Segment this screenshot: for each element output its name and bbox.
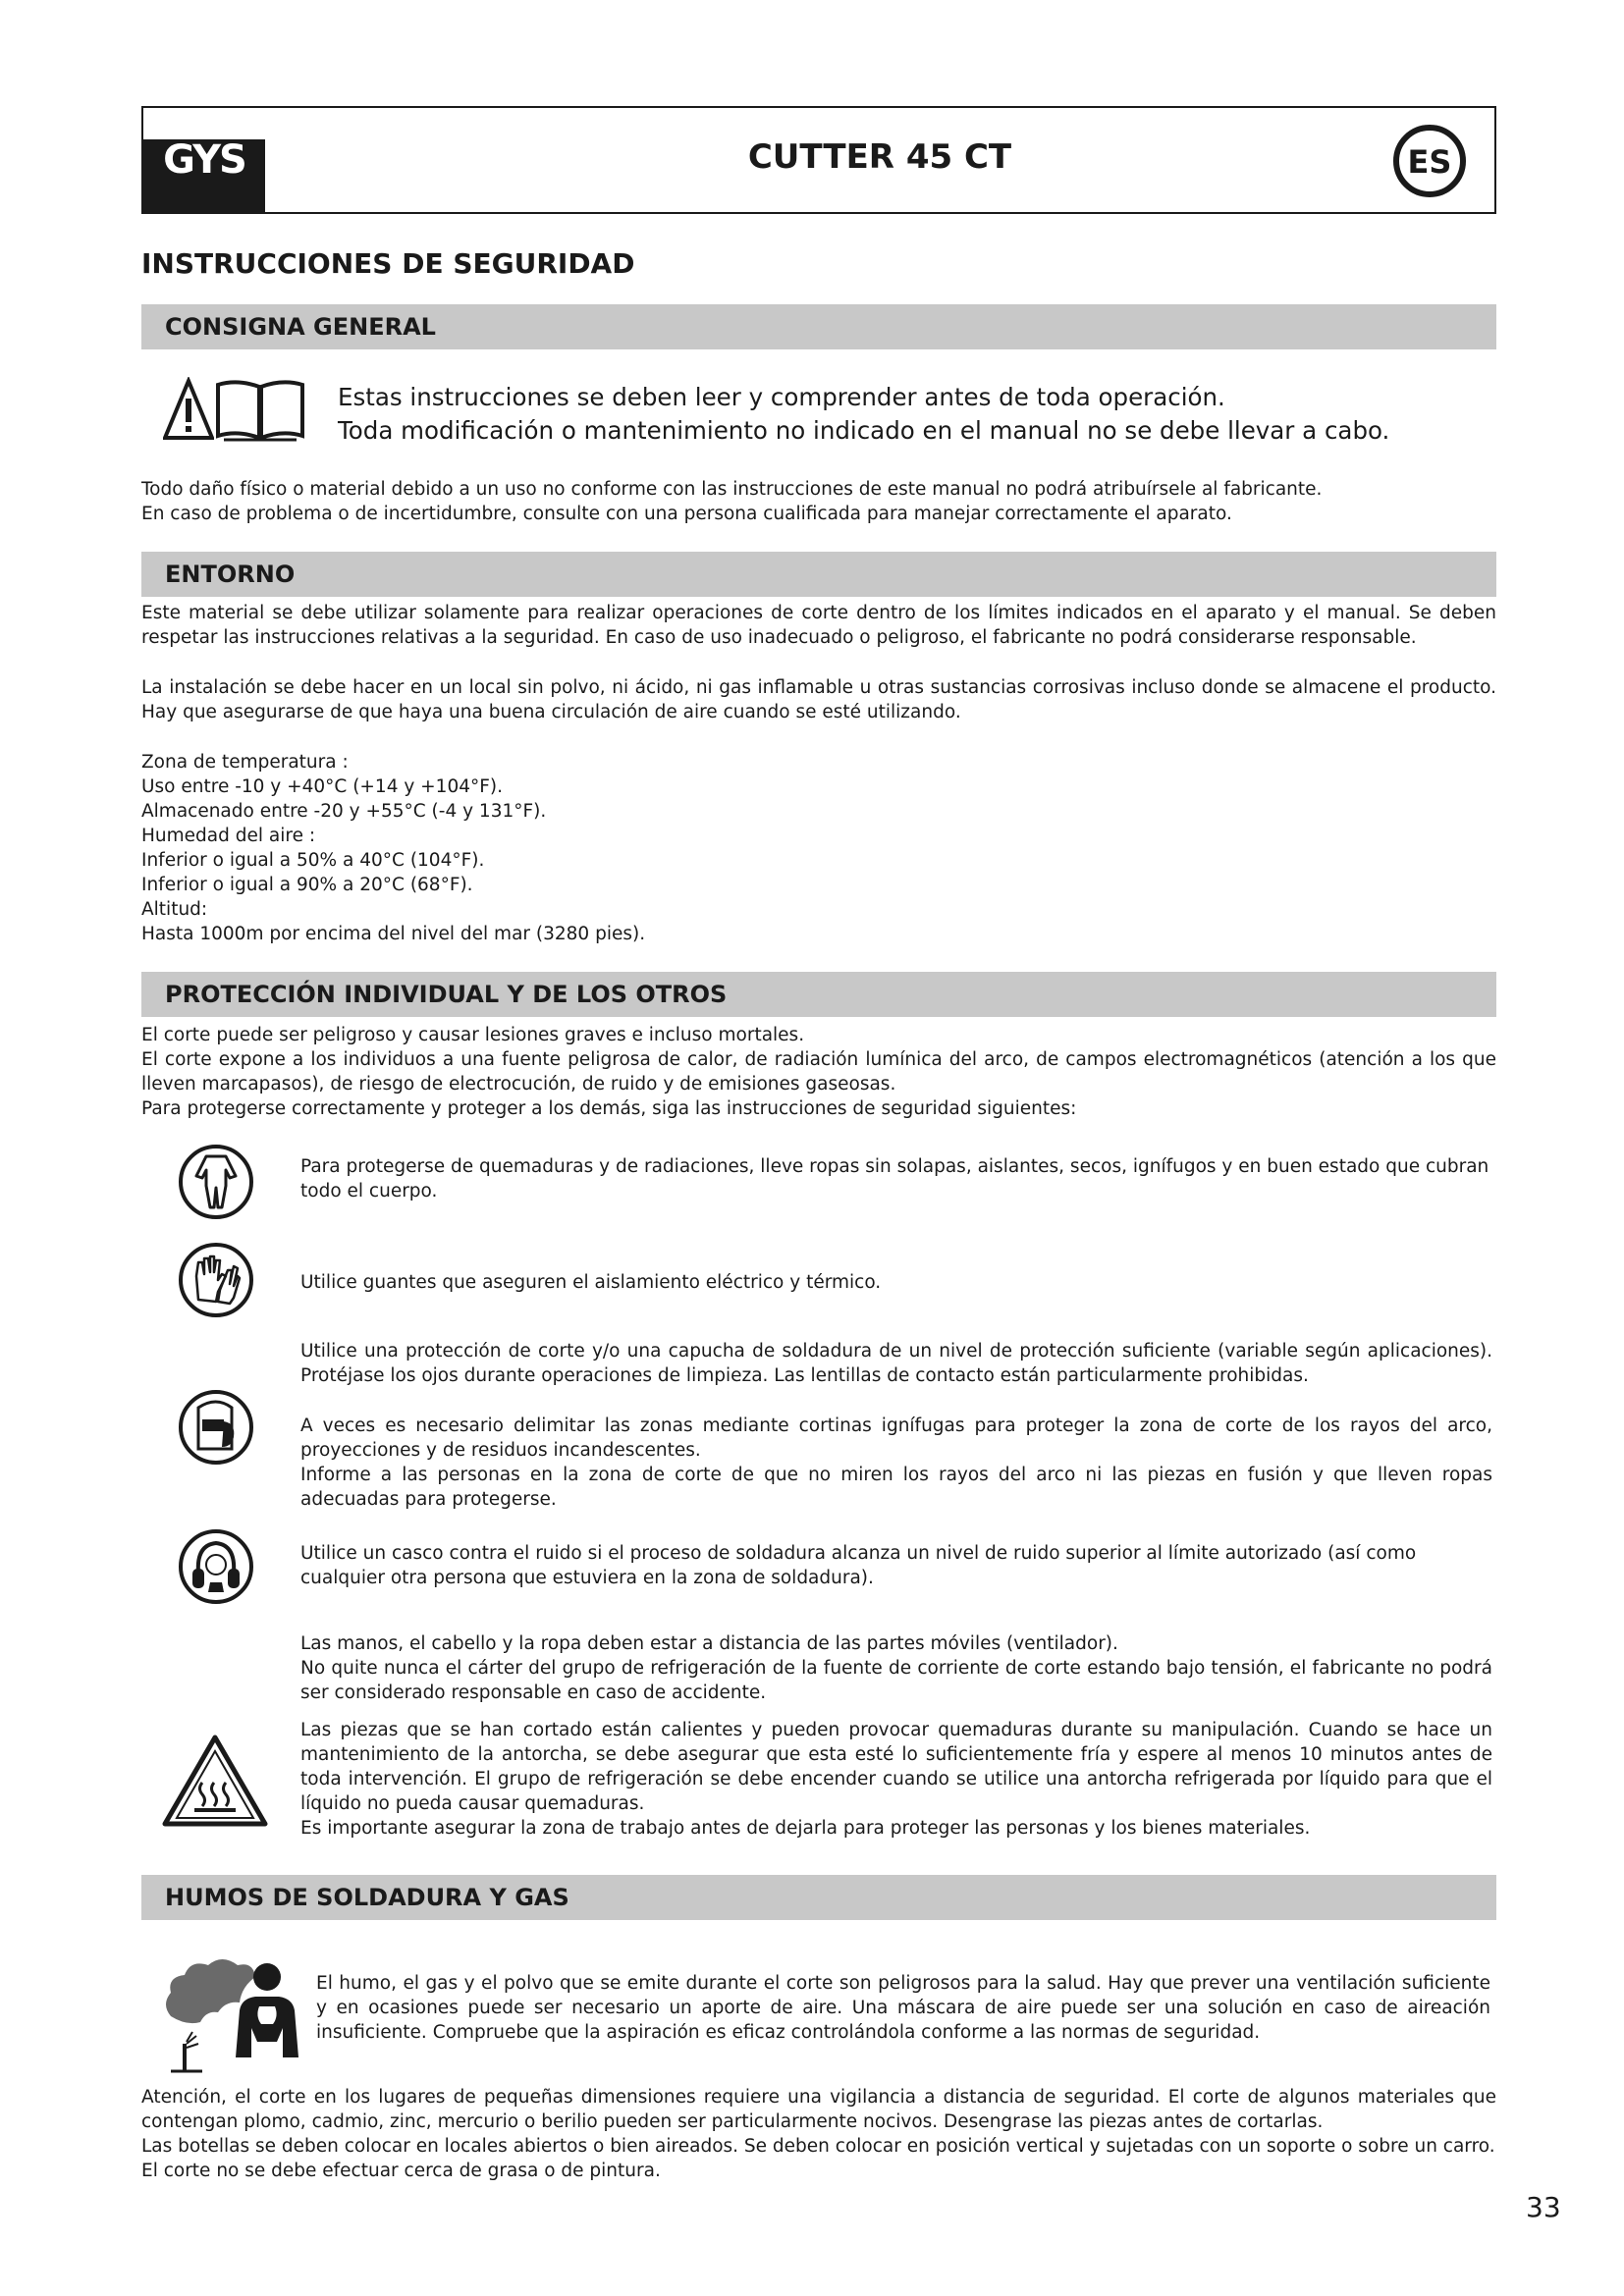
gloves-text: Utilice guantes que aseguren el aislamiento eléctrico y térmico. (300, 1272, 882, 1293)
section-entorno-bar (141, 552, 1496, 597)
entorno-para2: La instalación se debe hacer en un local sin polvo, ni ácido, ni gas inflamable u otras sustancias corrosivas incluso donde se almacene el producto. Hay que asegurarse de que haya una buena circulación de aire cuando se esté utilizando. (141, 677, 1496, 722)
section-proteccion-bar (141, 972, 1496, 1017)
gys-logo (143, 108, 265, 212)
spec-line: Inferior o igual a 50% a 40°C (104°F). (141, 850, 485, 871)
section-humos-heading: HUMOS DE SOLDADURA Y GAS (165, 1884, 569, 1911)
ear-text: Utilice un casco contra el ruido si el proceso de soldadura alcanza un nivel de ruido superior al límite autorizado (así como cualquier otra persona que estuviera en la zona de soldadura). (300, 1543, 1417, 1588)
gloves-icon (177, 1241, 255, 1323)
protective-clothing-icon (177, 1143, 255, 1225)
section-general-heading: CONSIGNA GENERAL (165, 313, 436, 341)
hot-surface-text (300, 1718, 1492, 1841)
spec-line: Uso entre -10 y +40°C (+14 y +104°F). (141, 776, 503, 797)
manual-book-icon (214, 377, 306, 448)
spec-line: Almacenado entre -20 y +55°C (-4 y 131°F). (141, 801, 547, 822)
language-badge-text: ES (1407, 143, 1452, 181)
proteccion-intro3: Para protegerse correctamente y proteger a los demás, siga las instrucciones de seguridad siguientes: (141, 1098, 1077, 1119)
proteccion-intro2: El corte expone a los individuos a una fuente peligrosa de calor, de radiación lumínica del arco, de campos electromagnéticos (atención a los que lleven marcapasos), de riesgo de electrocución, de ruido y de emisiones gaseosas. (141, 1049, 1496, 1095)
section-humos-bar (141, 1875, 1496, 1920)
proteccion-intro (141, 1023, 1496, 1121)
fumes-icon (157, 1948, 304, 2079)
general-para2: En caso de problema o de incertidumbre, consulte con una persona cualificada para manejar correctamente el aparato. (141, 504, 1232, 524)
hot-text2: Es importante asegurar la zona de trabajo antes de dejarla para proteger las personas y los bienes materiales. (300, 1818, 1311, 1839)
spec-line: Zona de temperatura : (141, 752, 349, 773)
general-notice (338, 381, 1487, 448)
mask-text3: Informe a las personas en la zona de corte de que no miren los rayos del arco ni las piezas en fusión y que lleven ropas adecuadas para protegerse. (300, 1465, 1492, 1510)
general-notice-line2: Toda modificación o mantenimiento no indicado en el manual no se debe llevar a cabo. (338, 416, 1390, 445)
moving-parts-text (300, 1631, 1492, 1705)
logo-text: GYS (163, 137, 245, 183)
warning-triangle-icon (163, 377, 214, 446)
section-general-bar (141, 304, 1496, 349)
spec-line: Inferior o igual a 90% a 20°C (68°F). (141, 875, 473, 895)
mask-text1: Utilice una protección de corte y/o una capucha de soldadura de un nivel de protección suficiente (variable según aplicaciones). Protéjase los ojos durante operaciones de limpieza. Las lentillas de contacto están particularmente prohibidas. (300, 1341, 1492, 1386)
hot-surface-icon (159, 1732, 271, 1834)
page-number: 33 (1526, 2191, 1561, 2223)
moving-text1: Las manos, el cabello y la ropa deben estar a distancia de las partes móviles (ventilador). (300, 1633, 1118, 1654)
general-paragraphs (141, 477, 1496, 526)
humos-paragraphs (141, 2085, 1496, 2183)
language-badge (1390, 122, 1469, 200)
product-title: CUTTER 45 CT (747, 137, 1012, 177)
section-proteccion-heading: PROTECCIÓN INDIVIDUAL Y DE LOS OTROS (165, 981, 728, 1008)
face-mask-icon (177, 1388, 255, 1470)
fumes-text: El humo, el gas y el polvo que se emite durante el corte son peligrosos para la salud. Hay que prever una ventilación suficiente y en ocasiones puede ser necesario un aporte de aire. Una máscara de aire puede ser una solución en caso de aireación insuficiente. Compruebe que la aspiración es eficaz controlándola conforme a las normas de seguridad. (316, 1973, 1490, 2043)
spec-line: Altitud: (141, 899, 208, 920)
mask-text2: A veces es necesario delimitar las zonas mediante cortinas ignífugas para proteger la zona de corte de los rayos del arco, proyecciones y de residuos incandescentes. (300, 1415, 1492, 1461)
clothing-text: Para protegerse de quemaduras y de radiaciones, lleve ropas sin solapas, aislantes, secos, ignífugos y en buen estado que cubran todo el cuerpo. (300, 1156, 1489, 1201)
ear-protection-icon (177, 1527, 255, 1610)
humos-para3: El corte no se debe efectuar cerca de grasa o de pintura. (141, 2161, 661, 2181)
hot-text1: Las piezas que se han cortado están calientes y pueden provocar quemaduras durante su manipulación. Cuando se hace un mantenimiento de la antorcha, se debe asegurar que esta esté lo suficientemente fría y espere al menos 10 minutos antes de toda intervención. El grupo de refrigeración se debe encender cuando se utilice una antorcha refrigerada por líquido para que el líquido no pueda causar quemaduras. (300, 1720, 1492, 1814)
general-notice-line1: Estas instrucciones se deben leer y comprender antes de toda operación. (338, 383, 1225, 411)
humos-para2: Las botellas se deben colocar en locales abiertos o bien aireados. Se deben colocar en posición vertical y sujetadas con un soporte o sobre un carro. (141, 2136, 1495, 2157)
proteccion-intro1: El corte puede ser peligroso y causar lesiones graves e incluso mortales. (141, 1025, 805, 1045)
spec-line: Humedad del aire : (141, 826, 316, 846)
moving-text2: No quite nunca el cárter del grupo de refrigeración de la fuente de corriente de corte estando bajo tensión, el fabricante no podrá ser considerado responsable en caso de accidente. (300, 1658, 1492, 1703)
general-para1: Todo daño físico o material debido a un uso no conforme con las instrucciones de este manual no podrá atribuírsele al fabricante. (141, 479, 1323, 500)
humos-para1: Atención, el corte en los lugares de pequeñas dimensiones requiere una vigilancia a distancia de seguridad. El corte de algunos materiales que contengan plomo, cadmio, zinc, mercurio o berilio pueden ser particularmente nocivos. Desengrase las piezas antes de cortarlas. (141, 2087, 1496, 2132)
section-entorno-heading: ENTORNO (165, 561, 296, 588)
spec-line: Hasta 1000m por encima del nivel del mar (3280 pies). (141, 924, 646, 944)
entorno-specs (141, 750, 1025, 946)
doc-title: INSTRUCCIONES DE SEGURIDAD (141, 247, 635, 280)
entorno-para1: Este material se debe utilizar solamente para realizar operaciones de corte dentro de los límites indicados en el aparato y el manual. Se deben respetar las instrucciones relativas a la seguridad. En caso de uso inadecuado o peligroso, el fabricante no podrá considerarse responsable. (141, 603, 1496, 648)
header-box (141, 106, 1496, 214)
